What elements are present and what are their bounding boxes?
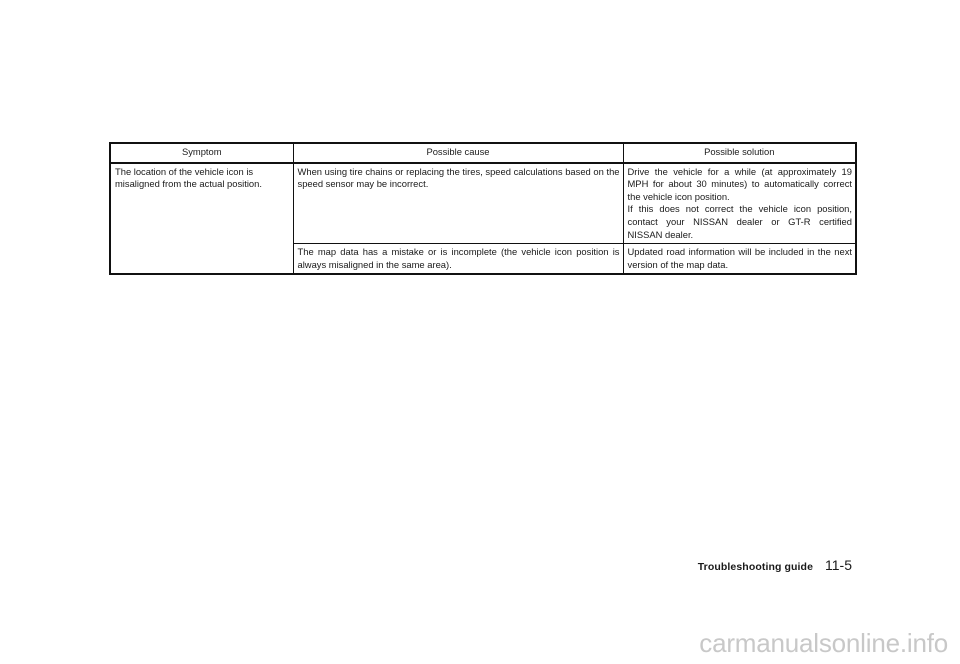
cause-cell: The map data has a mistake or is incomplete (the vehicle icon position is always misaligned in the same area). bbox=[293, 244, 623, 275]
page-footer bbox=[698, 557, 852, 575]
table-row bbox=[110, 163, 856, 244]
solution-line: Updated road information will be included in the next version of the map data. bbox=[627, 246, 852, 270]
watermark: carmanualsonline.info bbox=[699, 628, 948, 658]
header-possible-cause: Possible cause bbox=[293, 143, 623, 163]
section-title: Troubleshooting guide bbox=[697, 561, 814, 573]
troubleshooting-table bbox=[109, 142, 857, 275]
solution-cell bbox=[623, 163, 856, 244]
solution-line: If this does not correct the vehicle icon position, contact your NISSAN dealer or GT-R certified NISSAN dealer. bbox=[627, 203, 852, 240]
header-symptom: Symptom bbox=[110, 143, 293, 163]
solution-line: Drive the vehicle for a while (at approximately 19 MPH for about 30 minutes) to automatically correct the vehicle icon position. bbox=[627, 165, 852, 202]
header-possible-solution: Possible solution bbox=[623, 143, 856, 163]
cause-cell: When using tire chains or replacing the tires, speed calculations based on the speed sensor may be incorrect. bbox=[293, 163, 623, 244]
table-header-row bbox=[110, 143, 856, 163]
solution-cell bbox=[623, 244, 856, 275]
symptom-cell: The location of the vehicle icon is misaligned from the actual position. bbox=[110, 163, 293, 275]
page-number: 11-5 bbox=[825, 557, 852, 573]
